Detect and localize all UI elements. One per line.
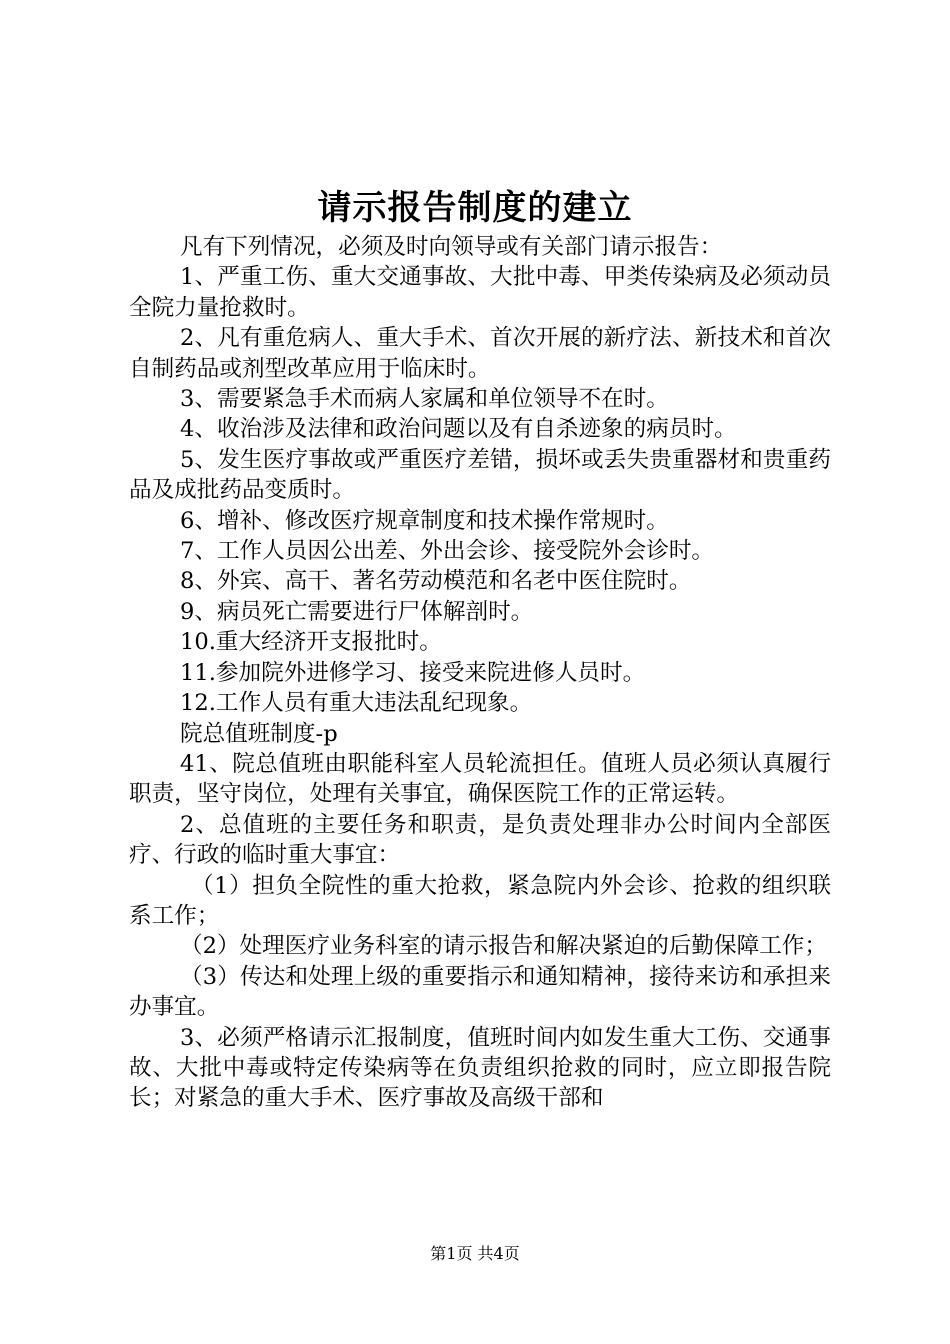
paragraph-item-7: 7、工作人员因公出差、外出会诊、接受院外会诊时。 — [180, 538, 715, 565]
section-heading: 院总值班制度-p — [180, 720, 338, 747]
paragraph-item-12: 12.工作人员有重大违法乱纪现象。 — [180, 690, 533, 717]
paragraph-item-3: 3、需要紧急手术而病人家属和单位领导不在时。 — [180, 386, 669, 413]
paragraph-duty-3: 3、必须严格请示汇报制度，值班时间内如发生重大工伤、交通事故、大批中毒或特定传染病等在负责组织抢救的同时，应立即报告院长；对紧急的重大手术、医疗事故及高级干部和 — [129, 1024, 831, 1112]
paragraph-duty-1: 41、院总值班由职能科室人员轮流担任。值班人员必须认真履行职责，坚守岗位，处理有关事宜，确保医院工作的正常运转。 — [129, 750, 831, 808]
paragraph-subitem-2: （2）处理医疗业务科室的请示报告和解决紧迫的后勤保障工作； — [180, 933, 827, 960]
paragraph-duty-2: 2、总值班的主要任务和职责，是负责处理非办公时间内全部医疗、行政的临时重大事宜： — [129, 811, 831, 869]
paragraph-item-11: 11.参加院外进修学习、接受来院进修人员时。 — [180, 659, 646, 686]
document-body — [129, 232, 831, 1114]
paragraph-subitem-1: （1）担负全院性的重大抢救，紧急院内外会诊、抢救的组织联系工作； — [129, 872, 831, 929]
paragraph-item-5: 5、发生医疗事故或严重医疗差错，损坏或丢失贵重器材和贵重药品及成批药品变质时。 — [129, 446, 831, 504]
paragraph-item-10: 10.重大经济开支报批时。 — [180, 629, 442, 656]
paragraph-item-1: 1、严重工伤、重大交通事故、大批中毒、甲类传染病及必须动员全院力量抢救时。 — [129, 264, 831, 321]
paragraph-item-8: 8、外宾、高干、著名劳动模范和名老中医住院时。 — [180, 568, 692, 595]
paragraph-item-9: 9、病员死亡需要进行尸体解剖时。 — [180, 598, 534, 625]
document-title: 请示报告制度的建立 — [317, 188, 633, 228]
page-footer: 第1页 共4页 — [430, 1244, 520, 1263]
paragraph-intro: 凡有下列情况，必须及时向领导或有关部门请示报告： — [180, 234, 723, 260]
paragraph-item-4: 4、收治涉及法律和政治问题以及有自杀迹象的病员时。 — [180, 416, 737, 443]
paragraph-item-2: 2、凡有重危病人、重大手术、首次开展的新疗法、新技术和首次自制药品或剂型改革应用于临床时。 — [129, 325, 831, 382]
paragraph-item-6: 6、增补、修改医疗规章制度和技术操作常规时。 — [180, 507, 669, 534]
paragraph-subitem-3: （3）传达和处理上级的重要指示和通知精神，接待来访和承担来办事宜。 — [129, 963, 831, 1021]
